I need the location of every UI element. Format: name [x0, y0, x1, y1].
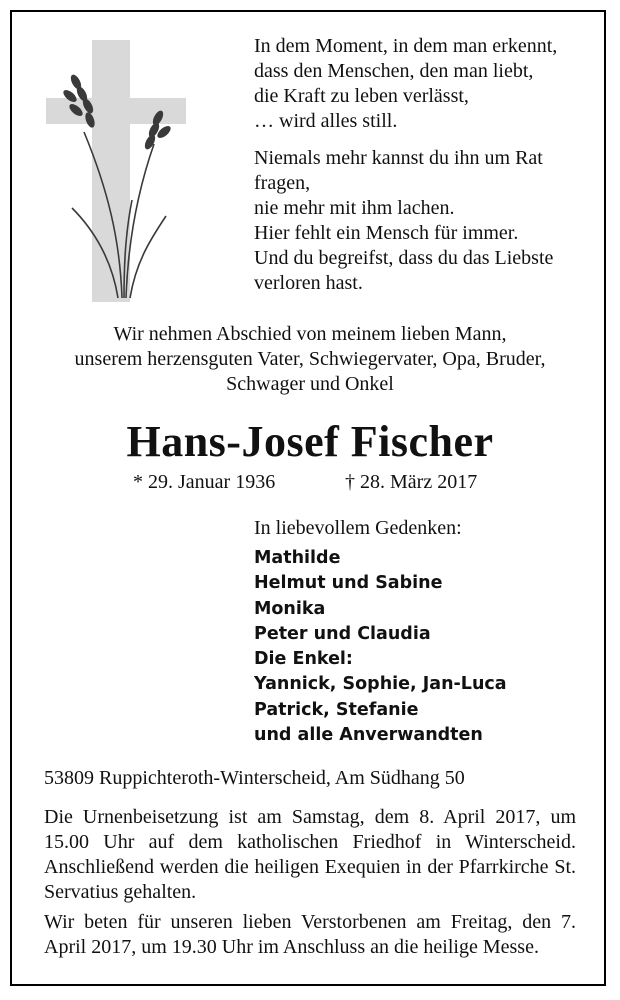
- address: 53809 Ruppichteroth-Winterscheid, Am Südhang 50: [44, 767, 465, 789]
- poem-line: Hier fehlt ein Mensch für immer.: [254, 222, 519, 244]
- death-date: † 28. März 2017: [345, 471, 478, 493]
- intro-line: Schwager und Onkel: [226, 373, 394, 395]
- deceased-name: Hans-Josef Fischer: [126, 417, 494, 466]
- memory-heading: In liebevollem Gedenken:: [254, 517, 462, 539]
- poem-line: die Kraft zu leben verlässt,: [254, 85, 469, 107]
- poem-line: Und du begreifst, dass du das Liebste: [254, 247, 554, 269]
- birth-date: * 29. Januar 1936: [133, 471, 276, 493]
- farewell-intro: [20, 322, 600, 397]
- poem-stanza-1: [254, 34, 594, 134]
- mourner-entry: Monika: [254, 598, 326, 619]
- mourner-entry: Yannick, Sophie, Jan-Luca: [254, 674, 507, 695]
- burial-paragraph: Die Urnenbeisetzung ist am Samstag, dem 8. April 2017, um 15.00 Uhr auf dem katholischen Friedhof in Winterscheid. Anschließend werden die heiligen Exequien in der Pfarrkirche St. Servatius gehalten.: [44, 806, 576, 903]
- mourner-entry: Patrick, Stefanie: [254, 699, 419, 720]
- poem-line: In dem Moment, in dem man erkennt,: [254, 35, 558, 57]
- poem-line: verloren hast.: [254, 272, 363, 294]
- poem-line: … wird alles still.: [254, 110, 398, 132]
- poem-line: nie mehr mit ihm lachen.: [254, 197, 455, 219]
- poem-line: Niemals mehr kannst du ihn um Rat: [254, 147, 543, 169]
- poem: [254, 34, 594, 308]
- mourner-entry: und alle Anverwandten: [254, 725, 483, 746]
- mourners-list: [254, 546, 507, 748]
- cross-wheat-icon: [46, 40, 196, 302]
- mourner-entry: Peter und Claudia: [254, 623, 431, 644]
- poem-line: fragen,: [254, 172, 311, 194]
- prayer-paragraph: Wir beten für unseren lieben Verstorbenen am Freitag, den 7. April 2017, um 19.30 Uhr im Anschluss an die heilige Messe.: [44, 911, 576, 958]
- poem-stanza-2: [254, 146, 594, 296]
- intro-line: unserem herzensguten Vater, Schwiegervater, Opa, Bruder,: [74, 348, 546, 370]
- intro-line: Wir nehmen Abschied von meinem lieben Mann,: [113, 323, 507, 345]
- mourner-entry: Die Enkel:: [254, 649, 353, 670]
- mourner-entry: Helmut und Sabine: [254, 573, 443, 594]
- mourner-entry: Mathilde: [254, 548, 341, 568]
- poem-line: dass den Menschen, den man liebt,: [254, 60, 534, 82]
